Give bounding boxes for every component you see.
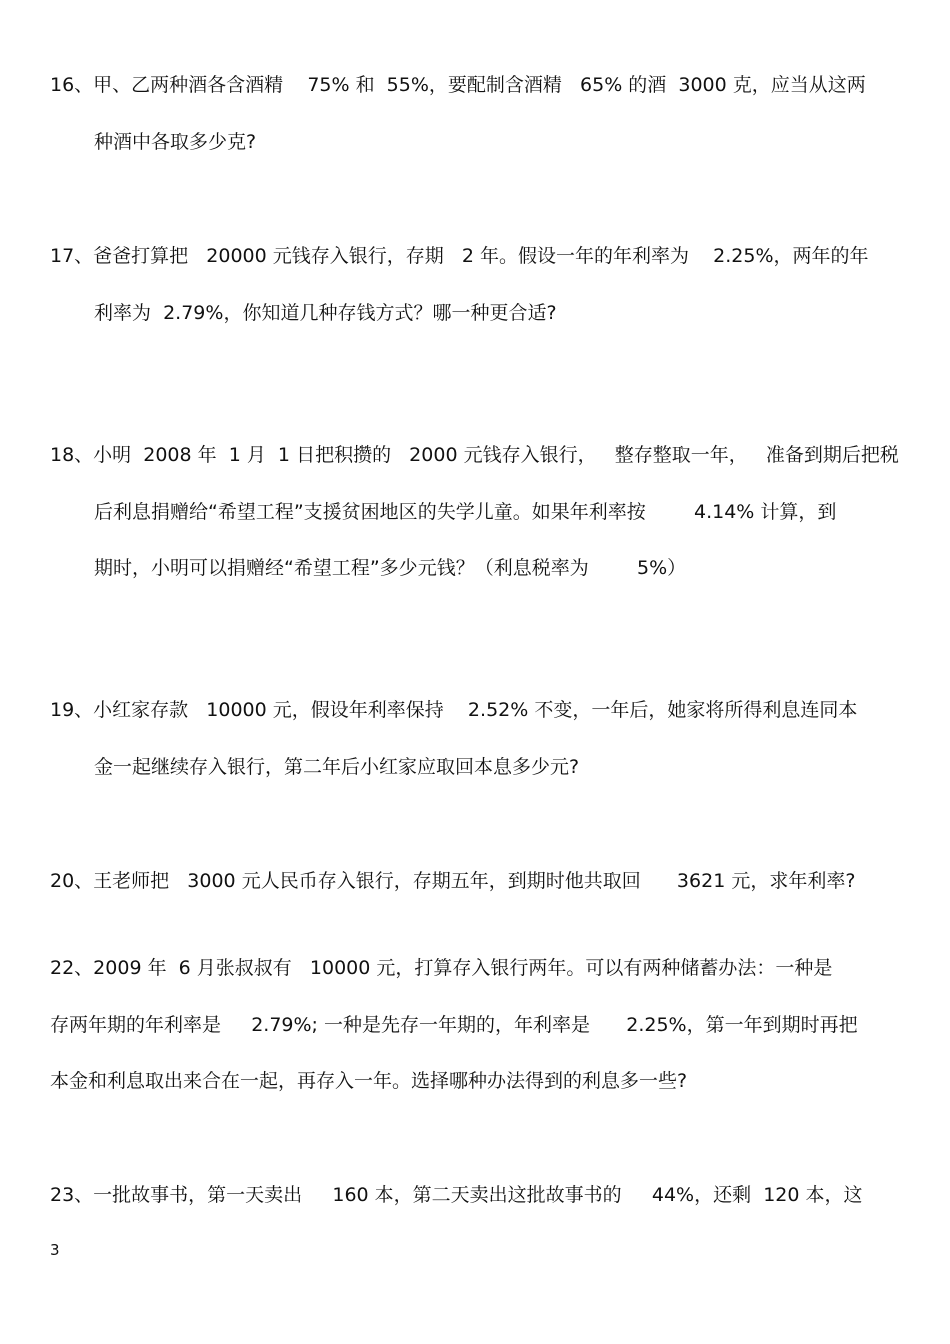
question-20-line-1: 20、王老师把 3000 元人民币存入银行，存期五年，到期时他共取回 3621 元，求年利率?: [50, 870, 856, 892]
question-16-line-2: 种酒中各取多少克?: [94, 131, 257, 153]
question-19-line-2: 金一起继续存入银行，第二年后小红家应取回本息多少元?: [94, 756, 580, 778]
question-22-line-2: 存两年期的年利率是 2.79%; 一种是先存一年期的，年利率是 2.25%，第一年到期时再把: [50, 1014, 858, 1036]
question-22-line-3: 本金和利息取出来合在一起，再存入一年。选择哪种办法得到的利息多一些?: [50, 1070, 688, 1092]
page-number: 3: [50, 1241, 60, 1259]
question-18-line-3: 期时，小明可以捐赠经“希望工程”多少元钱？（利息税率为 5%）: [94, 557, 687, 579]
question-18-line-1: 18、小明 2008 年 1 月 1 日把积攒的 2000 元钱存入银行， 整存整取一年， 准备到期后把税: [50, 444, 899, 466]
question-16-line-1: 16、甲、乙两种酒各含酒精 75% 和 55%，要配制含酒精 65% 的酒 3000 克，应当从这两: [50, 74, 866, 96]
question-22-line-1: 22、2009 年 6 月张叔叔有 10000 元，打算存入银行两年。可以有两种储蓄办法：一种是: [50, 957, 833, 979]
question-18-line-2: 后利息捐赠给“希望工程”支援贫困地区的失学儿童。如果年利率按 4.14% 计算，到: [94, 501, 837, 523]
question-17-line-1: 17、爸爸打算把 20000 元钱存入银行，存期 2 年。假设一年的年利率为 2.25%，两年的年: [50, 245, 869, 267]
question-23-line-1: 23、一批故事书，第一天卖出 160 本，第二天卖出这批故事书的 44%，还剩 120 本，这: [50, 1184, 863, 1206]
question-19-line-1: 19、小红家存款 10000 元，假设年利率保持 2.52% 不变，一年后，她家将所得利息连同本: [50, 699, 858, 721]
question-17-line-2: 利率为 2.79%，你知道几种存钱方式？哪一种更合适?: [94, 302, 557, 324]
